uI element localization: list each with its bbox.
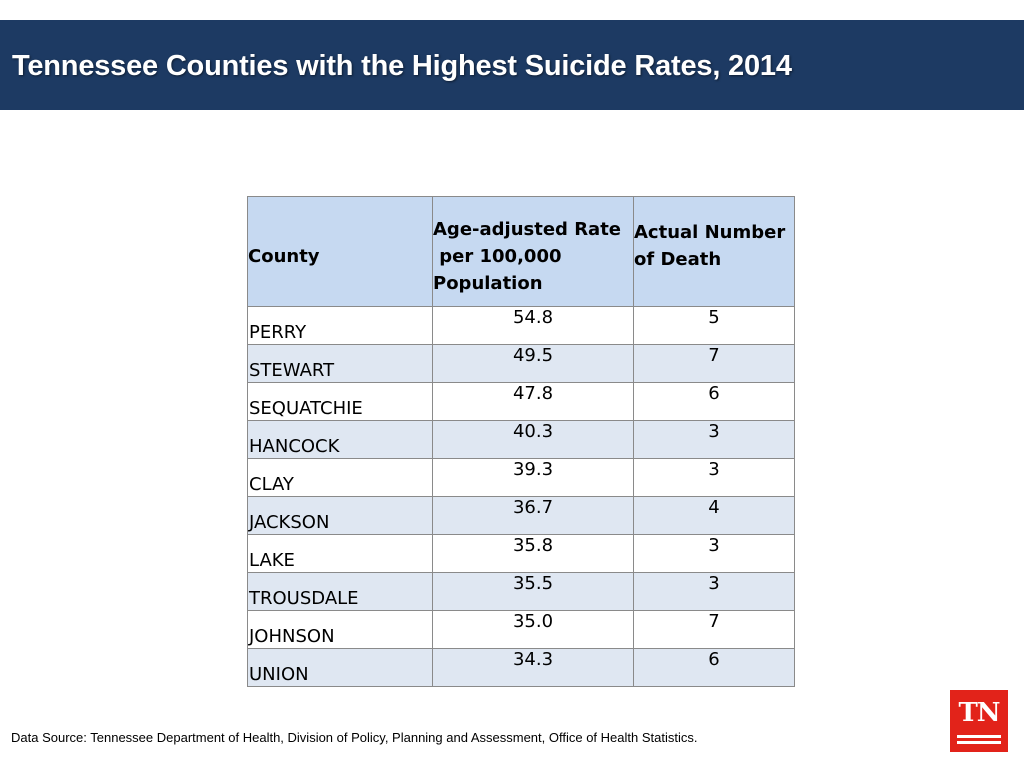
- tn-logo-stripe: [957, 735, 1001, 738]
- table-row: [248, 497, 795, 535]
- table-row: [248, 573, 795, 611]
- cell-deaths: 3: [634, 573, 795, 611]
- tn-state-logo-icon: [950, 690, 1008, 752]
- cell-deaths: 7: [634, 345, 795, 383]
- column-header-deaths: [634, 197, 795, 307]
- county-suicide-rates-table: [247, 196, 795, 687]
- cell-county: SEQUATCHIE: [248, 383, 433, 421]
- cell-deaths: 4: [634, 497, 795, 535]
- cell-county: UNION: [248, 649, 433, 687]
- cell-deaths: 3: [634, 459, 795, 497]
- cell-rate: 40.3: [433, 421, 634, 459]
- cell-county: PERRY: [248, 307, 433, 345]
- cell-rate: 34.3: [433, 649, 634, 687]
- table-row: [248, 649, 795, 687]
- column-header-deaths-line: of Death: [634, 248, 722, 270]
- cell-rate: 36.7: [433, 497, 634, 535]
- page-title: Tennessee Counties with the Highest Suicide Rates, 2014: [12, 50, 792, 82]
- table-header: [248, 197, 795, 307]
- table-header-row: [248, 197, 795, 307]
- table-row: [248, 611, 795, 649]
- cell-deaths: 7: [634, 611, 795, 649]
- cell-county: JACKSON: [248, 497, 433, 535]
- cell-county: HANCOCK: [248, 421, 433, 459]
- cell-rate: 47.8: [433, 383, 634, 421]
- cell-county: LAKE: [248, 535, 433, 573]
- cell-county: CLAY: [248, 459, 433, 497]
- cell-deaths: 6: [634, 383, 795, 421]
- data-source-note: Data Source: Tennessee Department of Health, Division of Policy, Planning and Assessment, Office of Health Statistics.: [11, 730, 698, 745]
- table-row: [248, 421, 795, 459]
- column-header-rate-line: Population: [433, 273, 543, 294]
- table-body: [248, 307, 795, 687]
- table-row: [248, 459, 795, 497]
- column-header-county: [248, 197, 433, 307]
- cell-deaths: 5: [634, 307, 795, 345]
- column-header-deaths-label: [634, 219, 794, 285]
- column-header-rate: [433, 197, 634, 307]
- table-row: [248, 307, 795, 345]
- cell-county: STEWART: [248, 345, 433, 383]
- cell-deaths: 3: [634, 421, 795, 459]
- cell-rate: 39.3: [433, 459, 634, 497]
- column-header-county-line: County: [248, 246, 320, 267]
- column-header-rate-line: per 100,000: [433, 246, 562, 267]
- table-row: [248, 345, 795, 383]
- tn-logo-stripe: [957, 741, 1001, 744]
- column-header-rate-label: [433, 206, 633, 297]
- table-row: [248, 535, 795, 573]
- column-header-county-label: [248, 233, 432, 270]
- cell-county: TROUSDALE: [248, 573, 433, 611]
- tn-logo-text: TN: [958, 698, 1000, 728]
- column-header-rate-line: Age-adjusted Rate: [433, 219, 622, 240]
- cell-rate: 49.5: [433, 345, 634, 383]
- column-header-deaths-line: Actual Number: [634, 221, 786, 243]
- table-row: [248, 383, 795, 421]
- cell-deaths: 3: [634, 535, 795, 573]
- cell-rate: 54.8: [433, 307, 634, 345]
- cell-rate: 35.8: [433, 535, 634, 573]
- cell-rate: 35.0: [433, 611, 634, 649]
- cell-county: JOHNSON: [248, 611, 433, 649]
- cell-rate: 35.5: [433, 573, 634, 611]
- cell-deaths: 6: [634, 649, 795, 687]
